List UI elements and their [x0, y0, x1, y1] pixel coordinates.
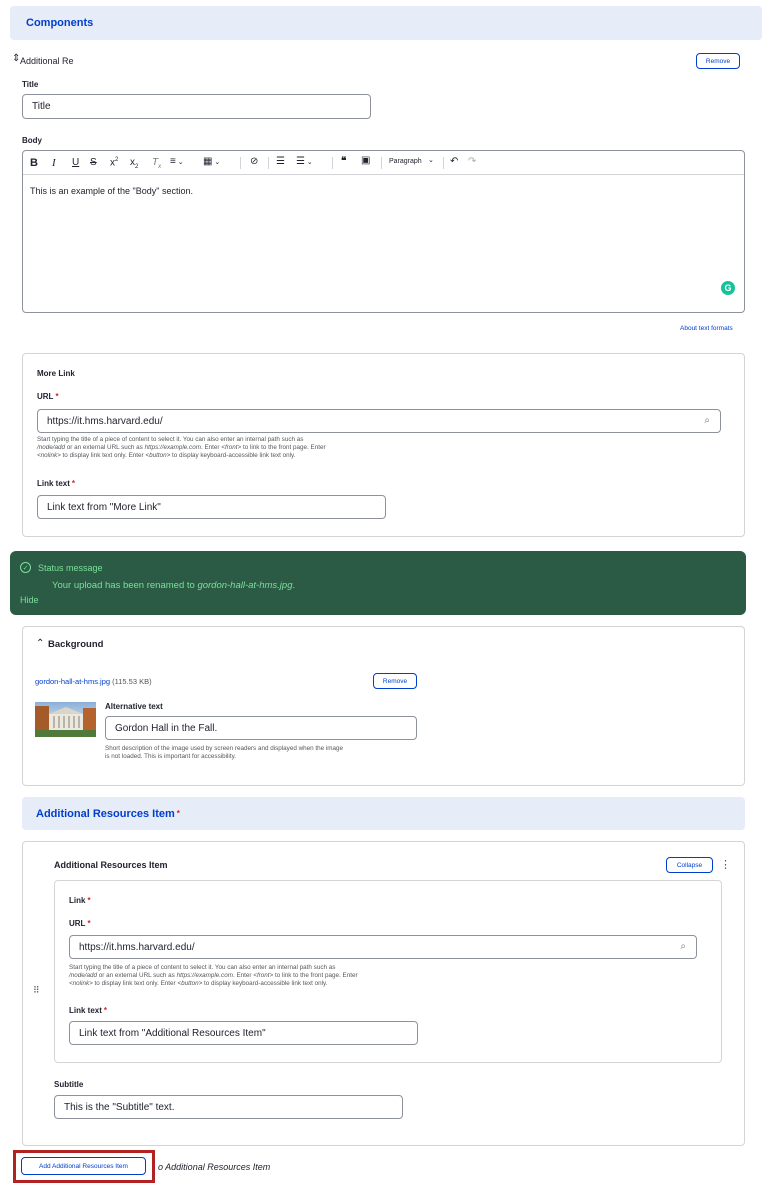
strikethrough-icon[interactable]: S — [90, 157, 97, 168]
collapse-button[interactable]: Collapse — [666, 857, 713, 873]
status-text: Your upload has been renamed to gordon-hall-at-hms.jpg. — [52, 580, 296, 591]
more-actions-icon[interactable]: ⋮ — [720, 859, 731, 871]
superscript-icon[interactable]: $x^2$ — [110, 157, 119, 169]
blockquote-icon[interactable]: ❝ — [341, 156, 347, 167]
components-title: Components — [26, 17, 94, 29]
resource-url-description: Start typing the title of a piece of content to select it. You can also enter an internal path such as /node/add or an external URL such as https://example.com. Enter <front> to link to the front page. Enter <nolink> to display link text only. Enter <button> to display keyboard-accessible link text only. — [69, 964, 358, 987]
more-link-text-input[interactable] — [37, 495, 386, 519]
subtitle-value: This is the "Subtitle" text. — [64, 1101, 175, 1113]
add-suffix-text: o Additional Resources Item — [158, 1162, 271, 1172]
link-icon[interactable]: ⊘ — [250, 156, 259, 167]
toolbar-separator — [240, 157, 241, 169]
link-text-label: Link text * — [37, 479, 76, 488]
search-icon: ⌕ — [704, 415, 710, 426]
resource-link-text-input[interactable] — [69, 1021, 418, 1045]
file-info — [35, 677, 152, 686]
table-icon[interactable]: ▦ ⌄ — [203, 156, 221, 167]
subtitle-label: Subtitle — [54, 1080, 84, 1089]
toolbar-separator — [381, 157, 382, 169]
hide-link[interactable]: Hide — [20, 595, 39, 605]
alt-text-description: Short description of the image used by screen readers and displayed when the image is not loaded. This is important for accessibility. — [105, 745, 344, 760]
url-description: Start typing the title of a piece of content to select it. You can also enter an internal path such as /node/add or an external URL such as https://example.com. Enter <front> to link to the front page. Enter <nolink> to display link text only. Enter <button> to display keyboard-accessible link text only. — [37, 436, 326, 459]
status-title: Status message — [38, 563, 103, 573]
more-link-url-input[interactable] — [37, 409, 721, 433]
toolbar-separator — [268, 157, 269, 169]
remove-button[interactable]: Remove — [696, 53, 740, 69]
resource-url-input[interactable] — [69, 935, 697, 959]
bold-icon[interactable]: B — [30, 157, 38, 169]
image-thumbnail — [35, 702, 96, 737]
title-input[interactable] — [22, 94, 371, 119]
chevron-down-icon[interactable]: ⌄ — [428, 157, 434, 164]
align-icon[interactable]: ≡ ⌄ — [170, 156, 184, 167]
drag-handle-icon[interactable]: ⠿ — [33, 985, 39, 995]
check-circle-icon: ✓ — [20, 562, 31, 573]
redo-icon[interactable]: ↷ — [468, 156, 477, 167]
title-value: Title — [32, 101, 51, 112]
resources-header: Additional Resources Item * — [22, 797, 745, 830]
file-size: (115.53 KB) — [112, 677, 152, 686]
toolbar-separator — [332, 157, 333, 169]
remove-image-button[interactable]: Remove — [373, 673, 417, 689]
search-icon: ⌕ — [680, 941, 686, 952]
image-icon[interactable]: ▣ — [361, 155, 371, 166]
italic-icon[interactable]: I — [52, 157, 56, 169]
link-text-value: Link text from "More Link" — [47, 501, 161, 513]
subscript-icon[interactable]: $x_2$ — [130, 157, 139, 170]
add-resources-item-button[interactable]: Add Additional Resources Item — [21, 1157, 146, 1175]
resource-url-value: https://it.hms.harvard.edu/ — [79, 941, 195, 953]
drag-handle-icon[interactable]: ⇕ — [12, 53, 21, 64]
alt-text-value: Gordon Hall in the Fall. — [115, 722, 218, 734]
background-heading[interactable]: Background — [48, 639, 104, 650]
toolbar-separator — [443, 157, 444, 169]
body-content[interactable]: This is an example of the "Body" section. — [30, 186, 193, 196]
paragraph-format-select[interactable]: Paragraph — [389, 158, 422, 165]
about-text-formats-link[interactable]: About text formats — [680, 325, 733, 332]
resource-item-heading: Additional Resources Item — [54, 860, 168, 870]
resource-link-text-value: Link text from "Additional Resources Item" — [79, 1027, 266, 1039]
components-header — [10, 6, 762, 40]
body-label: Body — [22, 136, 42, 145]
file-link[interactable]: gordon-hall-at-hms.jpg — [35, 677, 111, 686]
url-value: https://it.hms.harvard.edu/ — [47, 415, 163, 427]
alt-text-input[interactable] — [105, 716, 417, 740]
remove-format-icon[interactable]: $T_x$ — [152, 157, 162, 170]
more-link-heading: More Link — [37, 369, 75, 378]
title-label: Title — [22, 80, 39, 89]
bulleted-list-icon[interactable]: ☰ — [276, 156, 285, 167]
grammarly-icon[interactable]: G — [721, 281, 735, 295]
numbered-list-icon[interactable]: ☰ ⌄ — [296, 156, 313, 167]
resource-link-text-label: Link text * — [69, 1006, 108, 1015]
underline-icon[interactable]: U — [72, 157, 80, 168]
undo-icon[interactable]: ↶ — [450, 156, 459, 167]
chevron-up-icon[interactable]: ⌃ — [36, 638, 45, 649]
subtitle-input[interactable] — [54, 1095, 403, 1119]
resource-url-label: URL * — [69, 919, 91, 928]
url-label: URL * — [37, 392, 59, 401]
link-label: Link * — [69, 896, 91, 905]
item-heading: Additional Re — [20, 56, 74, 66]
resources-title: Additional Resources Item — [36, 807, 175, 820]
alt-text-label: Alternative text — [105, 702, 163, 711]
